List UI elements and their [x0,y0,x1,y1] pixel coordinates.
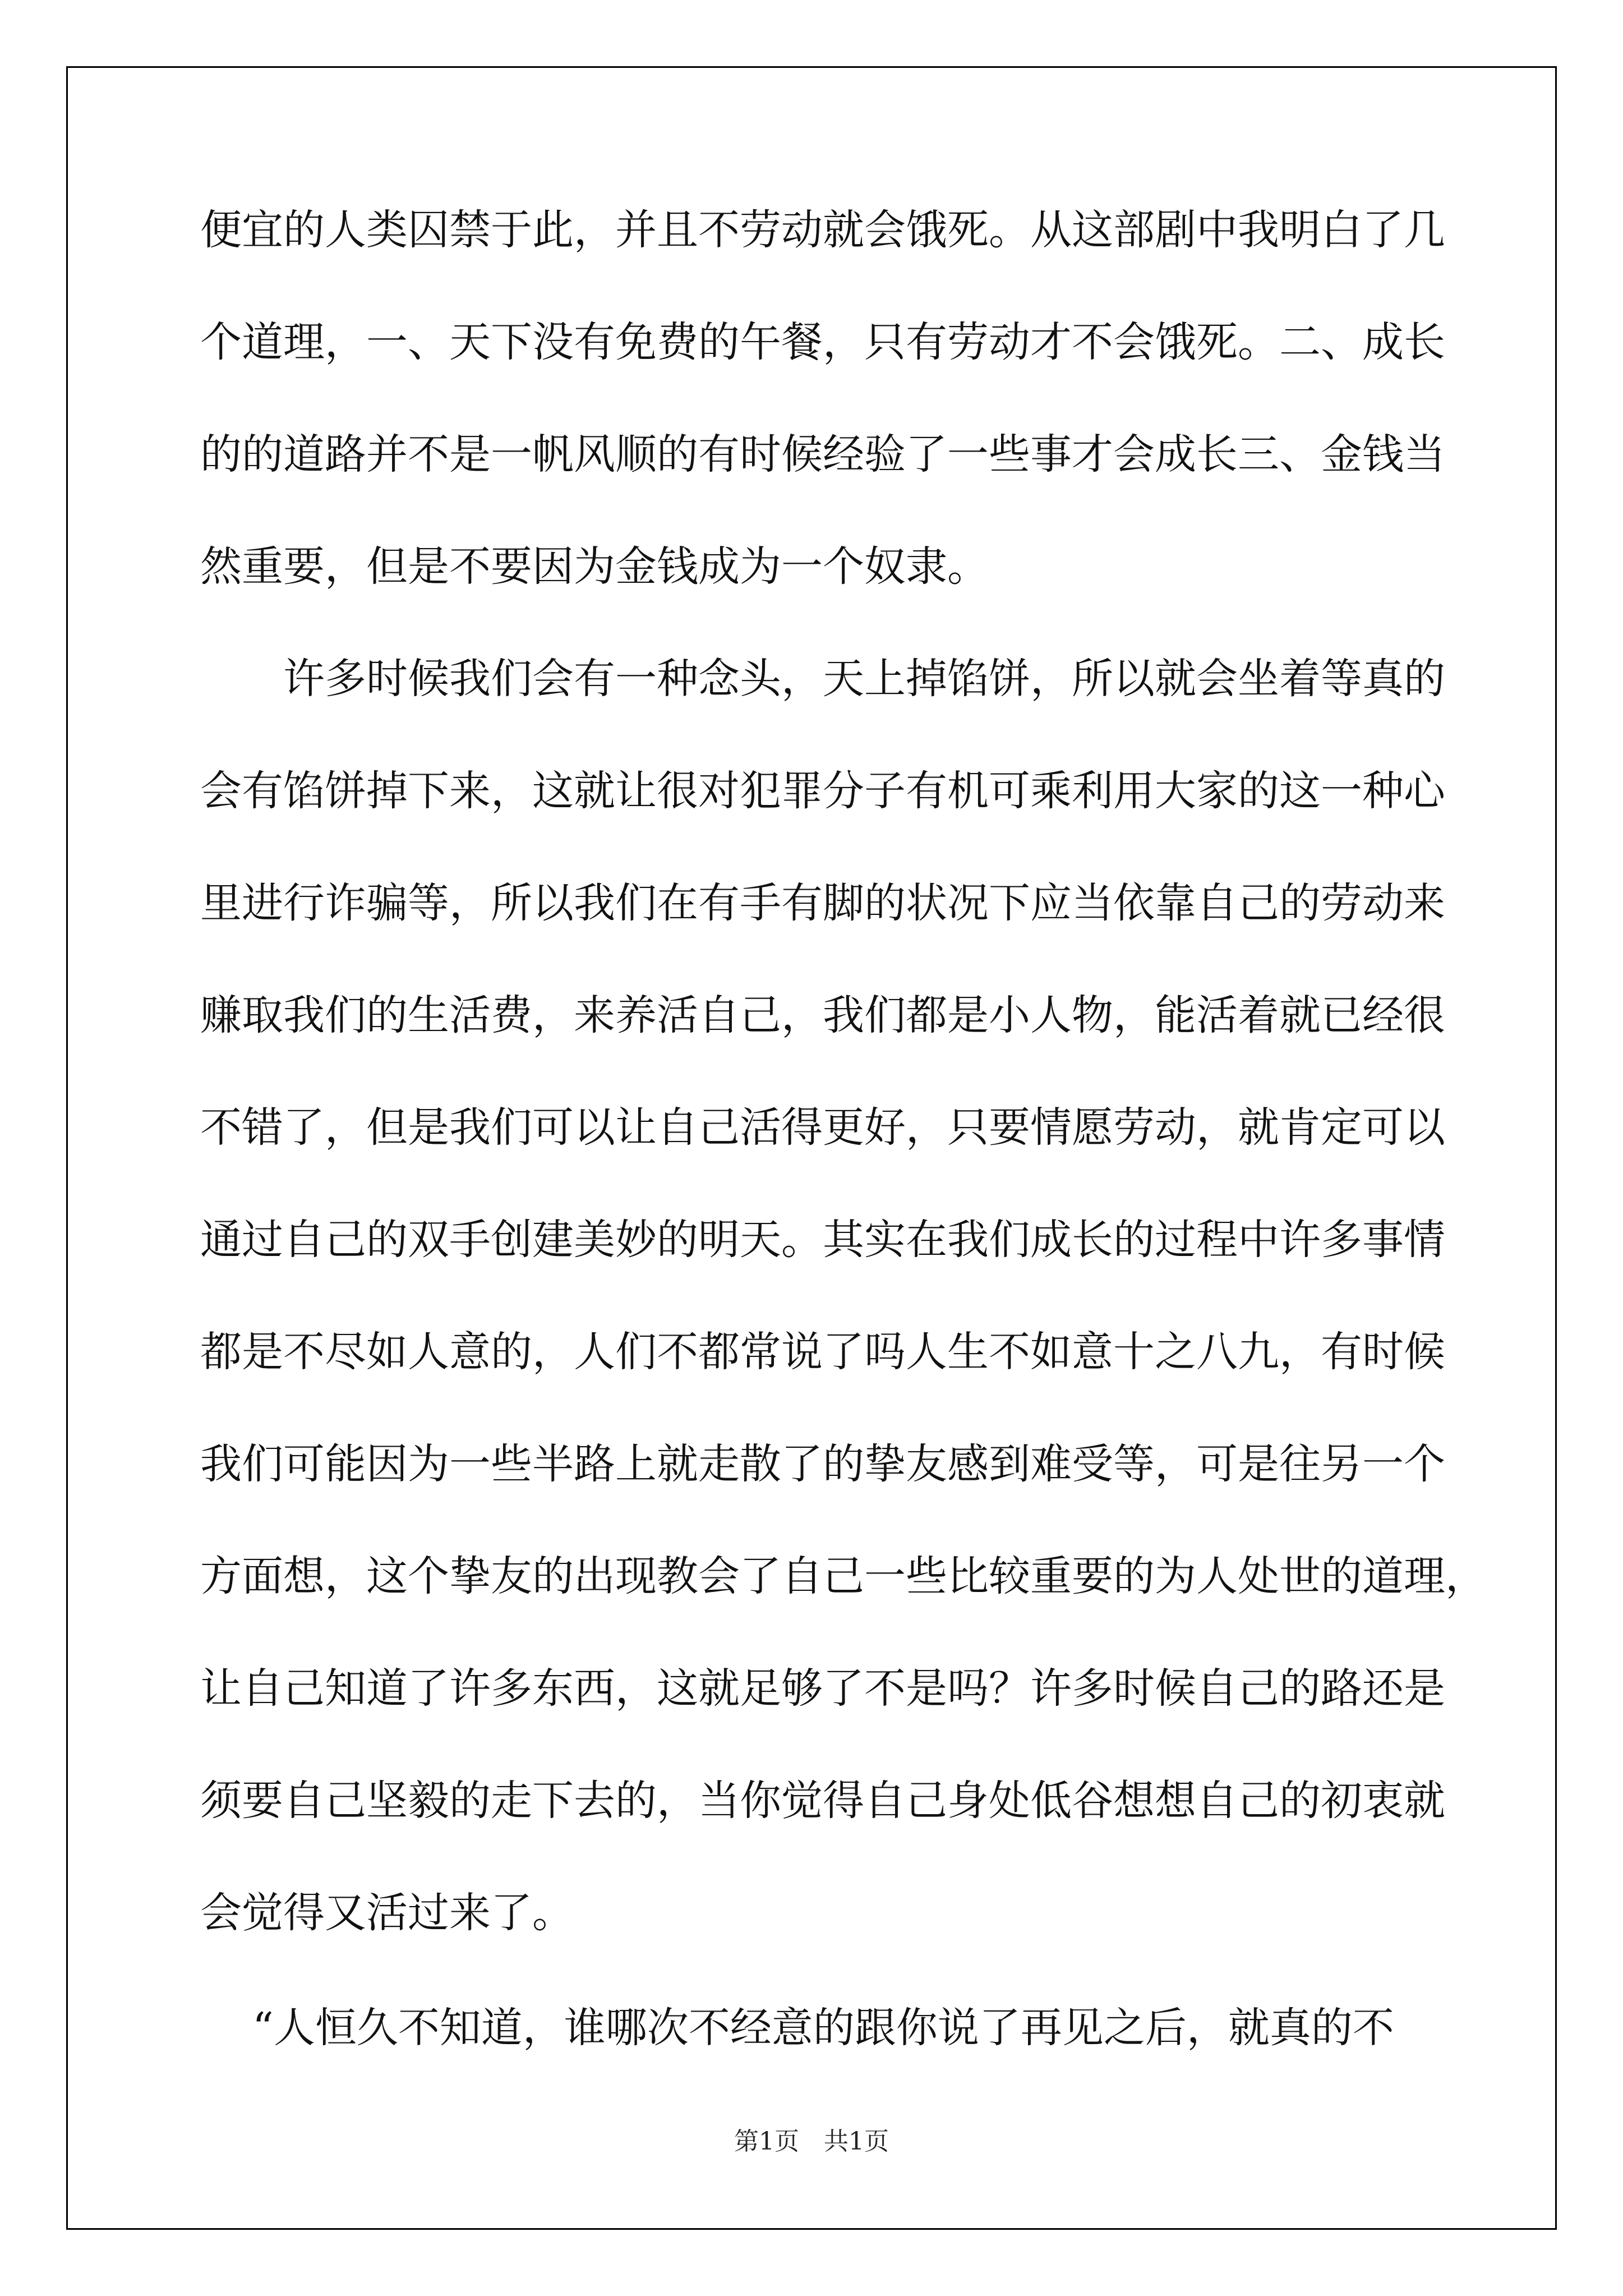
text-line: 会觉得又活过来了。 [200,1889,574,1937]
text-line: 里进行诈骗等，所以我们在有手有脚的状况下应当依靠自己的劳动来 [200,879,1445,927]
text-line: 许多时候我们会有一种念头，天上掉馅饼，所以就会坐着等真的 [283,655,1445,703]
text-line: 方面想，这个挚友的出现教会了自己一些比较重要的为人处世的道理， [200,1552,1487,1600]
text-line: “人恒久不知道，谁哪次不经意的跟你说了再见之后，就真的不 [252,2004,1394,2052]
text-line: 让自己知道了许多东西，这就足够了不是吗？许多时候自己的路还是 [200,1664,1445,1713]
text-line: 都是不尽如人意的，人们不都常说了吗人生不如意十之八九，有时候 [200,1328,1445,1376]
text-line: 通过自己的双手创建美妙的明天。其实在我们成长的过程中许多事情 [200,1216,1445,1264]
page-footer: 第1页 共1页 [734,2127,889,2156]
text-line: 然重要，但是不要因为金钱成为一个奴隶。 [200,542,989,591]
text-line: 个道理，一、天下没有免费的午餐，只有劳动才不会饿死。二、成长 [200,318,1445,366]
text-line: 须要自己坚毅的走下去的，当你觉得自己身处低谷想想自己的初衷就 [200,1777,1445,1825]
text-line: 便宜的人类囚禁于此，并且不劳动就会饿死。从这部剧中我明白了几 [200,206,1445,254]
text-line: 赚取我们的生活费，来养活自己，我们都是小人物，能活着就已经很 [200,991,1445,1039]
text-line: 的的道路并不是一帆风顺的有时候经验了一些事才会成长三、金钱当 [200,430,1445,478]
text-line: 会有馅饼掉下来，这就让很对犯罪分子有机可乘利用大家的这一种心 [200,767,1445,815]
text-line: 不错了，但是我们可以让自己活得更好，只要情愿劳动，就肯定可以 [200,1103,1445,1152]
text-line: 我们可能因为一些半路上就走散了的挚友感到难受等，可是往另一个 [200,1440,1445,1488]
